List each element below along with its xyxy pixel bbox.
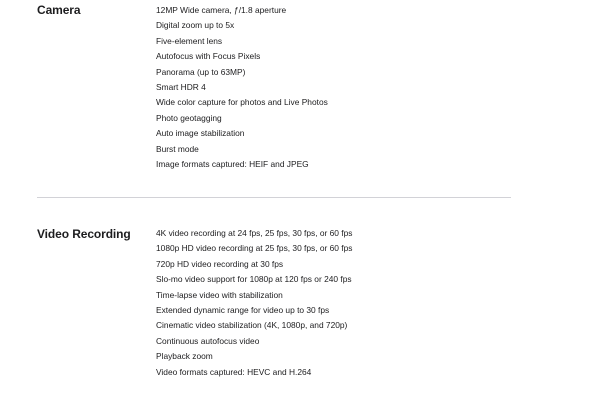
video-spec-item: Slo-mo video support for 1080p at 120 fps or 240 fps <box>156 274 352 285</box>
video-recording-section-title: Video Recording <box>37 227 131 241</box>
video-spec-item: Video formats captured: HEVC and H.264 <box>156 366 312 377</box>
camera-spec-item: Smart HDR 4 <box>156 82 206 93</box>
camera-spec-item: Photo geotagging <box>156 112 222 123</box>
camera-spec-item: Autofocus with Focus Pixels <box>156 51 261 62</box>
camera-spec-item: Wide color capture for photos and Live Photos <box>156 97 328 108</box>
video-spec-item: Cinematic video stabilization (4K, 1080p, and 720p) <box>156 320 348 331</box>
camera-spec-item: Five-element lens <box>156 35 223 46</box>
camera-spec-item: Image formats captured: HEIF and JPEG <box>156 159 309 170</box>
video-spec-item: Time-lapse video with stabilization <box>156 289 283 300</box>
video-spec-list <box>156 226 352 380</box>
video-spec-item: 720p HD video recording at 30 fps <box>156 258 284 269</box>
video-spec-item: 4K video recording at 24 fps, 25 fps, 30 fps, or 60 fps <box>156 228 353 238</box>
camera-spec-item: Panorama (up to 63MP) <box>156 66 246 77</box>
video-spec-item: 1080p HD video recording at 25 fps, 30 fps, or 60 fps <box>156 243 353 254</box>
camera-spec-item: Burst mode <box>156 143 199 154</box>
camera-spec-item: Auto image stabilization <box>156 128 245 139</box>
camera-section <box>0 0 600 180</box>
video-spec-item: Extended dynamic range for video up to 30 fps <box>156 305 330 316</box>
camera-spec-item: 12MP Wide camera, ƒ/1.8 aperture <box>156 5 287 15</box>
video-spec-item: Playback zoom <box>156 351 213 362</box>
camera-spec-list <box>156 3 328 172</box>
video-spec-item: Continuous autofocus video <box>156 335 260 346</box>
video-recording-section <box>0 224 600 394</box>
section-divider <box>37 197 511 198</box>
camera-section-title: Camera <box>37 3 81 17</box>
camera-spec-item: Digital zoom up to 5x <box>156 20 235 31</box>
